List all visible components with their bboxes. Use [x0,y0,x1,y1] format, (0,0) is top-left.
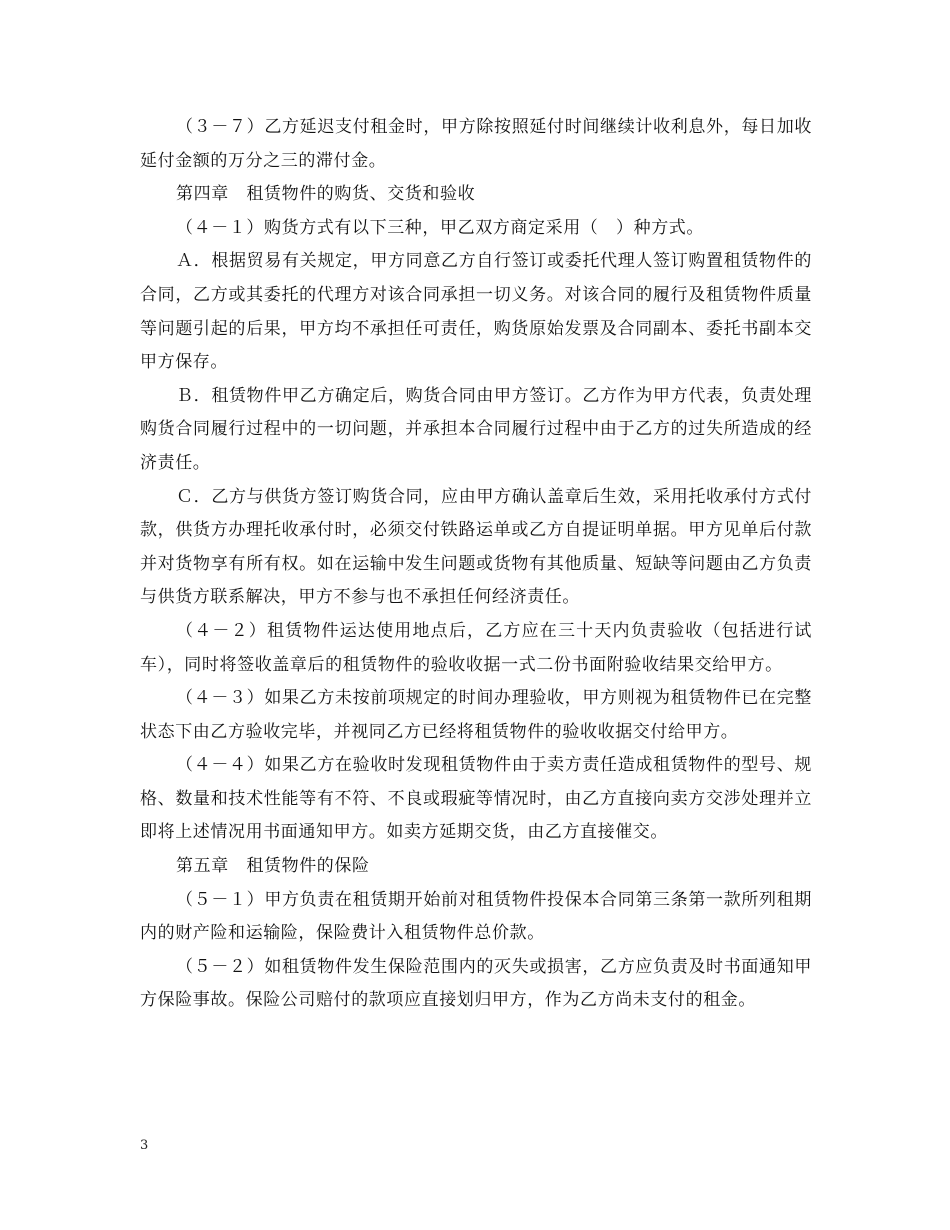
paragraph-5-1: （５－１）甲方负责在租赁期开始前对租赁物件投保本合同第三条第一款所列租期内的财产险和运输险，保险费计入租赁物件总价款。 [140,889,812,944]
paragraph-4-1-b: Ｂ．租赁物件甲乙方确定后，购货合同由甲方签订。乙方作为甲方代表，负责处理购货合同履行过程中的一切问题，并承担本合同履行过程中由于乙方的过失所造成的经济责任。 [140,385,812,473]
paragraph-4-1-c: Ｃ．乙方与供货方签订购货合同，应由甲方确认盖章后生效，采用托收承付方式付款，供货方办理托收承付时，必须交付铁路运单或乙方自提证明单据。甲方见单后付款并对货物享有所有权。如在运输中发生问题或货物有其他质量、短缺等问题由乙方负责与供货方联系解决，甲方不参与也不承担任何经济责任。 [140,486,812,608]
paragraph-5-2: （５－２）如租赁物件发生保险范围内的灭失或损害，乙方应负责及时书面通知甲方保险事故。保险公司赔付的款项应直接划归甲方，作为乙方尚未支付的租金。 [140,956,812,1011]
paragraph-4-2: （４－２）租赁物件运达使用地点后，乙方应在三十天内负责验收（包括进行试车），同时将签收盖章后的租赁物件的验收收据一式二份书面附验收结果交给甲方。 [140,620,812,675]
paragraph-4-1: （４－１）购货方式有以下三种，甲乙双方商定采用（ ）种方式。 [176,217,704,238]
paragraph-4-4: （４－４）如果乙方在验收时发现租赁物件由于卖方责任造成租赁物件的型号、规格、数量和技术性能等有不符、不良或瑕疵等情况时，由乙方直接向卖方交涉处理并立即将上述情况用书面通知甲方。如卖方延期交货，由乙方直接催交。 [140,755,812,843]
chapter-4-heading: 第四章 租赁物件的购货、交货和验收 [176,184,476,205]
document-body [140,111,812,1018]
paragraph-3-7: （３－７）乙方延迟支付租金时，甲方除按照延付时间继续计收利息外，每日加收延付金额的万分之三的滞付金。 [140,117,812,171]
page-number: 3 [140,1138,149,1153]
paragraph-4-1-a: Ａ．根据贸易有关规定，甲方同意乙方自行签订或委托代理人签订购置租赁物件的合同，乙方或其委托的代理方对该合同承担一切义务。对该合同的履行及租赁物件质量等问题引起的后果，甲方均不承担任可责任，购货原始发票及合同副本、委托书副本交甲方保存。 [140,251,812,373]
chapter-5-heading: 第五章 租赁物件的保险 [176,856,370,877]
paragraph-4-3: （４－３）如果乙方未按前项规定的时间办理验收，甲方则视为租赁物件已在完整状态下由乙方验收完毕，并视同乙方已经将租赁物件的验收收据交付给甲方。 [140,688,812,742]
